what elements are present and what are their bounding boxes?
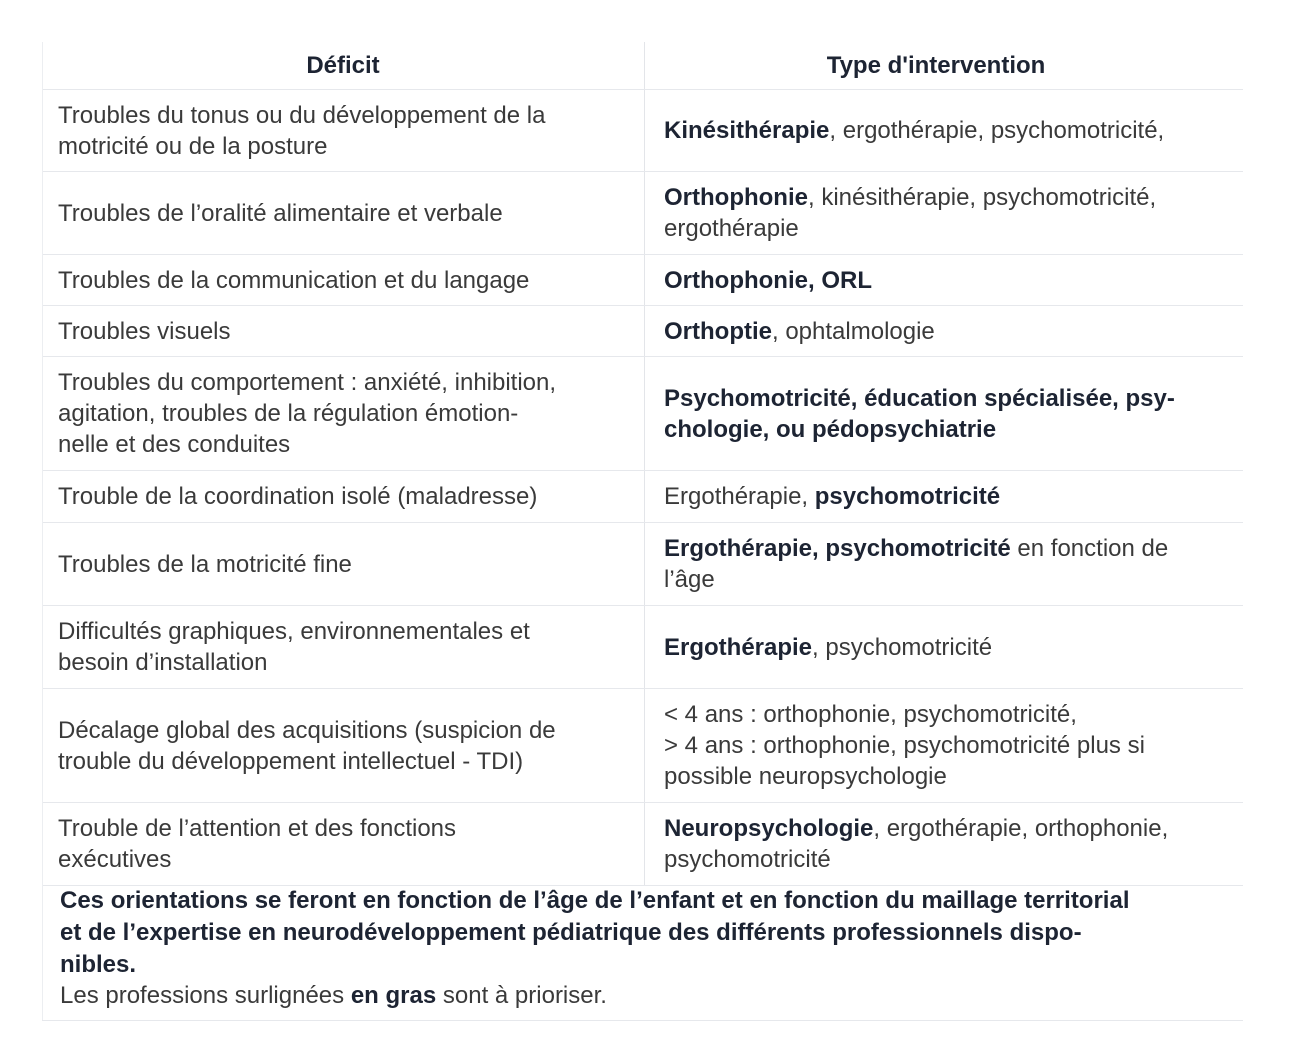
- deficit-text: agitation, troubles de la régulation émotion-: [58, 400, 519, 427]
- intervention-text: , ergothérapie, orthophonie,: [873, 815, 1169, 842]
- table-row: [42, 255, 1243, 306]
- deficit-cell: [42, 471, 645, 522]
- intervention-cell: [645, 523, 1243, 605]
- deficit-text: Difficultés graphiques, environnementales et: [58, 618, 530, 645]
- intervention-cell: [645, 90, 1243, 171]
- intervention-text: possible neuropsychologie: [664, 763, 947, 790]
- deficit-text: Trouble de l’attention et des fonctions: [58, 815, 457, 842]
- note-text: Les professions surlignées: [60, 982, 351, 1009]
- deficit-text: besoin d’installation: [58, 649, 268, 676]
- deficit-cell: [42, 606, 645, 688]
- table-row: [42, 471, 1243, 523]
- priority-intervention: Orthophonie: [664, 184, 808, 211]
- deficit-cell: [42, 90, 645, 171]
- deficit-cell: [42, 255, 645, 305]
- header-deficit: Déficit: [42, 42, 645, 89]
- deficit-text: Troubles du tonus ou du développement de la: [58, 101, 546, 129]
- footer-priority-note: [60, 981, 1225, 1011]
- table-header-row: [42, 42, 1243, 90]
- intervention-cell: [645, 306, 1243, 356]
- note-text: sont à prioriser.: [436, 982, 607, 1009]
- note-bold-text: en gras: [350, 982, 437, 1009]
- footer-bold-line: Ces orientations se feront en fonction de l’âge de l’enfant et en fonction du maillage territorial: [60, 887, 1130, 914]
- intervention-cell: [645, 471, 1243, 522]
- priority-intervention: Neuropsychologie: [664, 815, 874, 842]
- intervention-cell: [645, 803, 1243, 885]
- intervention-cell: [645, 689, 1243, 802]
- priority-intervention: chologie, ou pédopsychiatrie: [664, 415, 997, 443]
- deficit-text: motricité ou de la posture: [58, 132, 328, 160]
- priority-intervention: psychomotricité: [814, 483, 1001, 510]
- intervention-cell: [645, 255, 1243, 305]
- deficit-cell: [42, 172, 645, 254]
- deficit-cell: [42, 306, 645, 356]
- deficit-text: Trouble de la coordination isolé (maladresse): [58, 483, 538, 510]
- priority-intervention: Orthoptie: [664, 317, 772, 345]
- table-row: [42, 606, 1243, 689]
- priority-intervention: Psychomotricité, éducation spécialisée, psy-: [664, 384, 1175, 412]
- intervention-text: l’âge: [664, 566, 715, 593]
- deficit-text: trouble du développement intellectuel - TDI): [58, 747, 524, 775]
- priority-intervention: Ergothérapie, psychomotricité: [664, 535, 1011, 562]
- intervention-text: < 4 ans : orthophonie, psychomotricité,: [664, 701, 1077, 728]
- intervention-text: en fonction de: [1010, 535, 1169, 562]
- deficit-text: exécutives: [58, 846, 172, 873]
- intervention-text: , ophtalmologie: [772, 317, 935, 345]
- table-row: [42, 523, 1243, 606]
- deficit-text: Troubles du comportement : anxiété, inhibition,: [58, 369, 557, 396]
- table-row: [42, 172, 1243, 255]
- deficit-text: Troubles de l’oralité alimentaire et verbale: [58, 199, 503, 227]
- intervention-table: [42, 42, 1243, 886]
- deficit-text: Troubles de la communication et du langage: [58, 266, 530, 294]
- table-row: [42, 357, 1243, 471]
- intervention-text: > 4 ans : orthophonie, psychomotricité plus si: [664, 732, 1145, 759]
- intervention-text: ergothérapie: [664, 215, 799, 242]
- priority-intervention: Ergothérapie: [664, 633, 813, 661]
- table-row: [42, 803, 1243, 886]
- table-left-border: [42, 42, 43, 1021]
- intervention-cell: [645, 172, 1243, 254]
- table-row: [42, 306, 1243, 357]
- footer-bold-line: et de l’expertise en neurodéveloppement pédiatrique des différents professionnels dispo-: [60, 919, 1082, 946]
- intervention-text: , psychomotricité: [812, 633, 993, 661]
- footer-bold-line: nibles.: [60, 951, 137, 978]
- deficit-cell: [42, 803, 645, 885]
- table-footer-note: [42, 877, 1243, 1021]
- priority-intervention: Orthophonie, ORL: [664, 266, 872, 294]
- intervention-text: Ergothérapie,: [664, 483, 815, 510]
- table-row: [42, 90, 1243, 172]
- intervention-text: , ergothérapie, psychomotricité,: [829, 117, 1165, 144]
- priority-intervention: Kinésithérapie: [664, 117, 830, 144]
- intervention-cell: [645, 357, 1243, 470]
- deficit-text: Troubles visuels: [58, 317, 231, 345]
- header-intervention: Type d'intervention: [826, 52, 1046, 79]
- table-row: [42, 689, 1243, 803]
- deficit-cell: [42, 523, 645, 605]
- intervention-cell: [645, 606, 1243, 688]
- deficit-text: nelle et des conduites: [58, 431, 291, 458]
- deficit-cell: [42, 689, 645, 802]
- deficit-text: Décalage global des acquisitions (suspicion de: [58, 716, 556, 744]
- intervention-text: psychomotricité: [664, 846, 831, 873]
- deficit-text: Troubles de la motricité fine: [58, 550, 352, 578]
- deficit-cell: [42, 357, 645, 470]
- intervention-text: , kinésithérapie, psychomotricité,: [807, 184, 1157, 211]
